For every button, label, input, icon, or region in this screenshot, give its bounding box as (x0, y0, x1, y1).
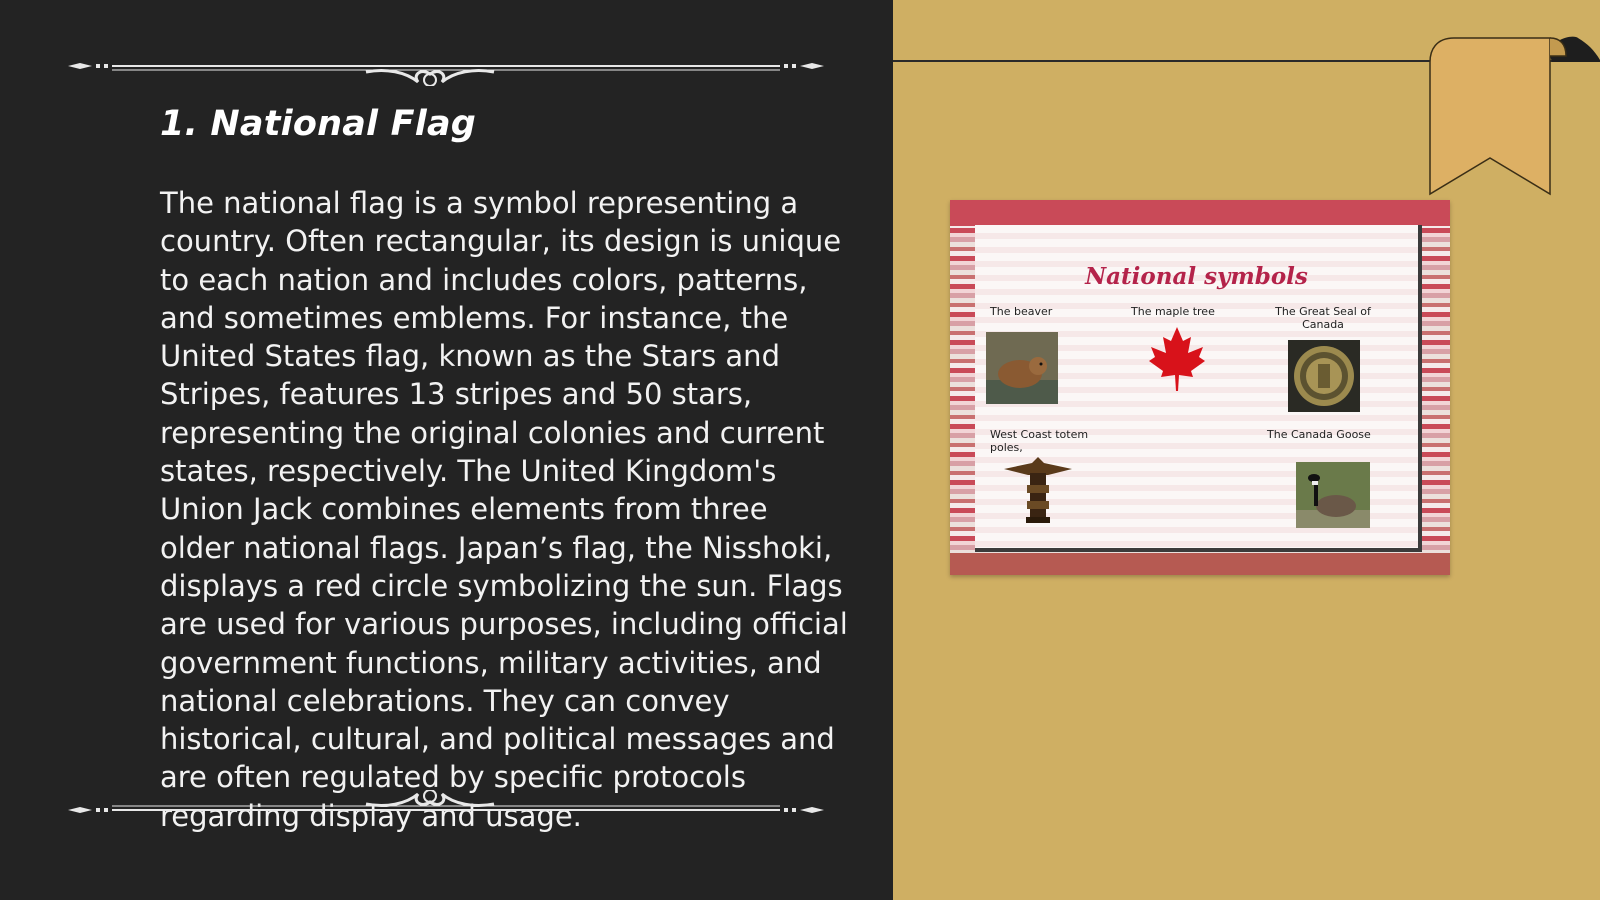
caption-seal: The Great Seal of Canada (1275, 305, 1371, 331)
caption-beaver: The beaver (990, 305, 1053, 318)
image-top-band (950, 200, 1450, 226)
caption-totem: West Coast totem poles, (990, 428, 1089, 454)
totem-pole-photo (1002, 455, 1074, 525)
ornament-divider-bottom (66, 790, 826, 830)
image-bottom-band (950, 553, 1450, 575)
great-seal-emblem (1288, 340, 1360, 412)
caption-maple: The maple tree (1131, 305, 1215, 318)
canada-goose-photo (1296, 462, 1370, 528)
symbols-card (975, 225, 1422, 552)
bookmark-ribbon-icon (1428, 34, 1600, 204)
image-heading: National symbols (1085, 263, 1308, 290)
ornament-divider-top (66, 46, 826, 86)
national-symbols-image (950, 200, 1450, 575)
beaver-photo (986, 332, 1058, 404)
slide-title: 1. National Flag (160, 104, 477, 144)
maple-leaf-icon (1147, 325, 1207, 395)
slide-body-text: The national flag is a symbol representing a country. Often rectangular, its design is unique to each nation and includes colors, patterns, and sometimes emblems. For instance, the United States flag, known as the Stars and Stripes, features 13 stripes and 50 stars, representing the original colonies and current states, respectively. The United Kingdom's Union Jack combines elements from three older national flags. Japan’s flag, the Nisshoki, displays a red circle symbolizing the sun. Flags are used for various purposes, including official government functions, military activities, and national celebrations. They can convey historical, cultural, and political messages and are often regulated by specific protocols regarding display and usage. (160, 186, 848, 833)
caption-goose: The Canada Goose (1267, 428, 1371, 441)
